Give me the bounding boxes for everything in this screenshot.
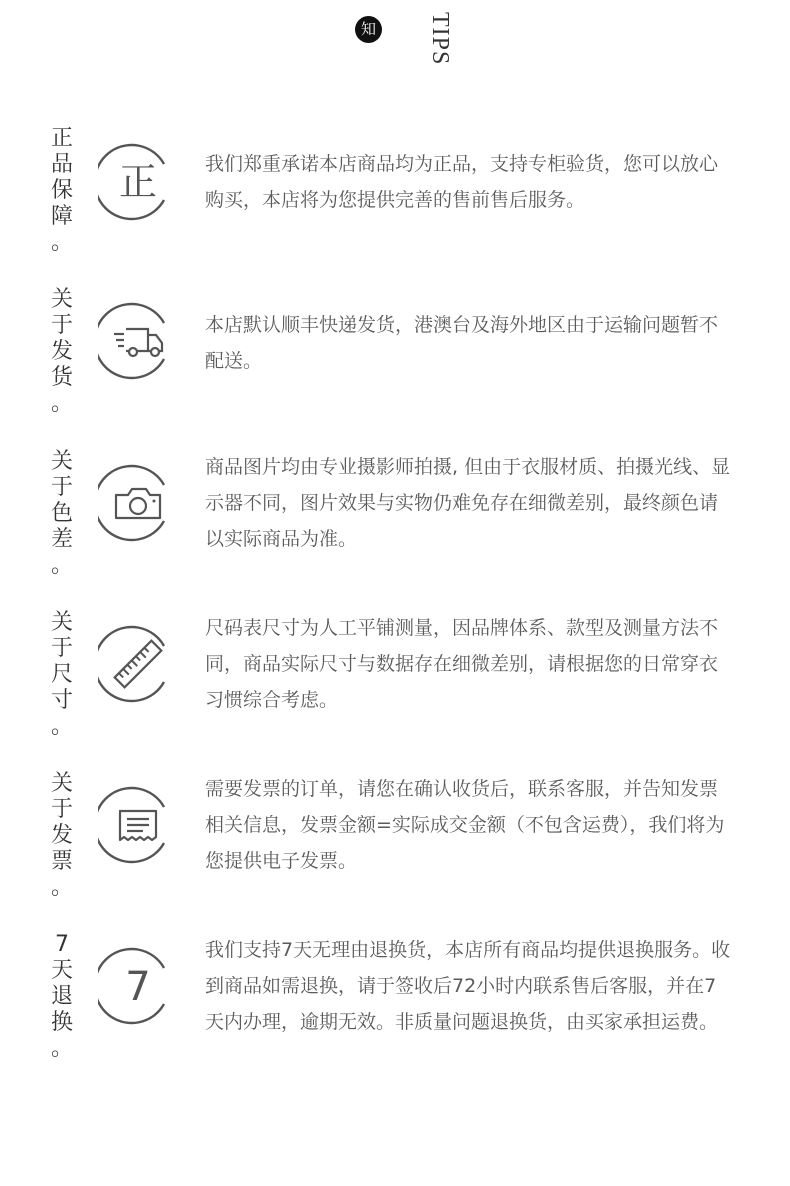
desc-size: 尺码表尺寸为人工平铺测量，因品牌体系、款型及测量方法不同，商品实际尺寸与数据存在细微差别，请根据您的日常穿衣习惯综合考虑。 <box>205 617 719 711</box>
section-delivery <box>0 287 790 427</box>
side-title-delivery: 关 于 发 货 。 <box>50 287 73 416</box>
ruler-icon <box>98 624 178 704</box>
desc-color: 商品图片均由专业摄影师拍摄, 但由于衣服材质、拍摄光线、显示器不同，图片效果与实物仍难免存在细微差别，最终颜色请以实际商品为准。 <box>205 456 731 550</box>
zheng-glyph: 正 <box>118 160 158 204</box>
invoice-icon <box>98 785 178 865</box>
side-title-color: 关 于 色 差 。 <box>50 449 73 578</box>
zheng-genuine-icon <box>98 142 178 222</box>
section-genuine <box>0 126 790 266</box>
tips-heading: TIPS <box>427 12 453 66</box>
desc-invoice: 需要发票的订单，请您在确认收货后，联系客服，并告知发票相关信息，发票金额=实际成交金额（不包含运费），我们将为您提供电子发票。 <box>205 778 725 872</box>
desc-genuine: 我们郑重承诺本店商品均为正品，支持专柜验货，您可以放心购买，本店将为您提供完善的售前售后服务。 <box>205 153 719 211</box>
section-color <box>0 449 790 589</box>
desc-return: 我们支持7天无理由退换货，本店所有商品均提供退换服务。收到商品如需退换，请于签收后72小时内联系售后客服，并在7天内办理，逾期无效。非质量问题退换货，由买家承担运费。 <box>205 939 731 1033</box>
side-title-invoice: 关 于 发 票 。 <box>50 771 73 900</box>
section-return <box>0 932 790 1072</box>
side-title-return: 7 天 退 换 。 <box>50 932 73 1061</box>
zhi-badge-icon: 知 <box>355 16 382 43</box>
seven-glyph: 7 <box>125 964 151 1010</box>
side-title-size: 关 于 尺 寸 。 <box>50 610 73 739</box>
camera-icon <box>98 463 178 543</box>
section-size <box>0 610 790 750</box>
section-invoice <box>0 771 790 911</box>
desc-delivery: 本店默认顺丰快递发货，港澳台及海外地区由于运输问题暂不配送。 <box>205 314 719 372</box>
seven-day-return-icon <box>98 946 178 1026</box>
side-title-genuine: 正 品 保 障 。 <box>50 126 73 255</box>
delivery-truck-icon <box>98 301 178 381</box>
